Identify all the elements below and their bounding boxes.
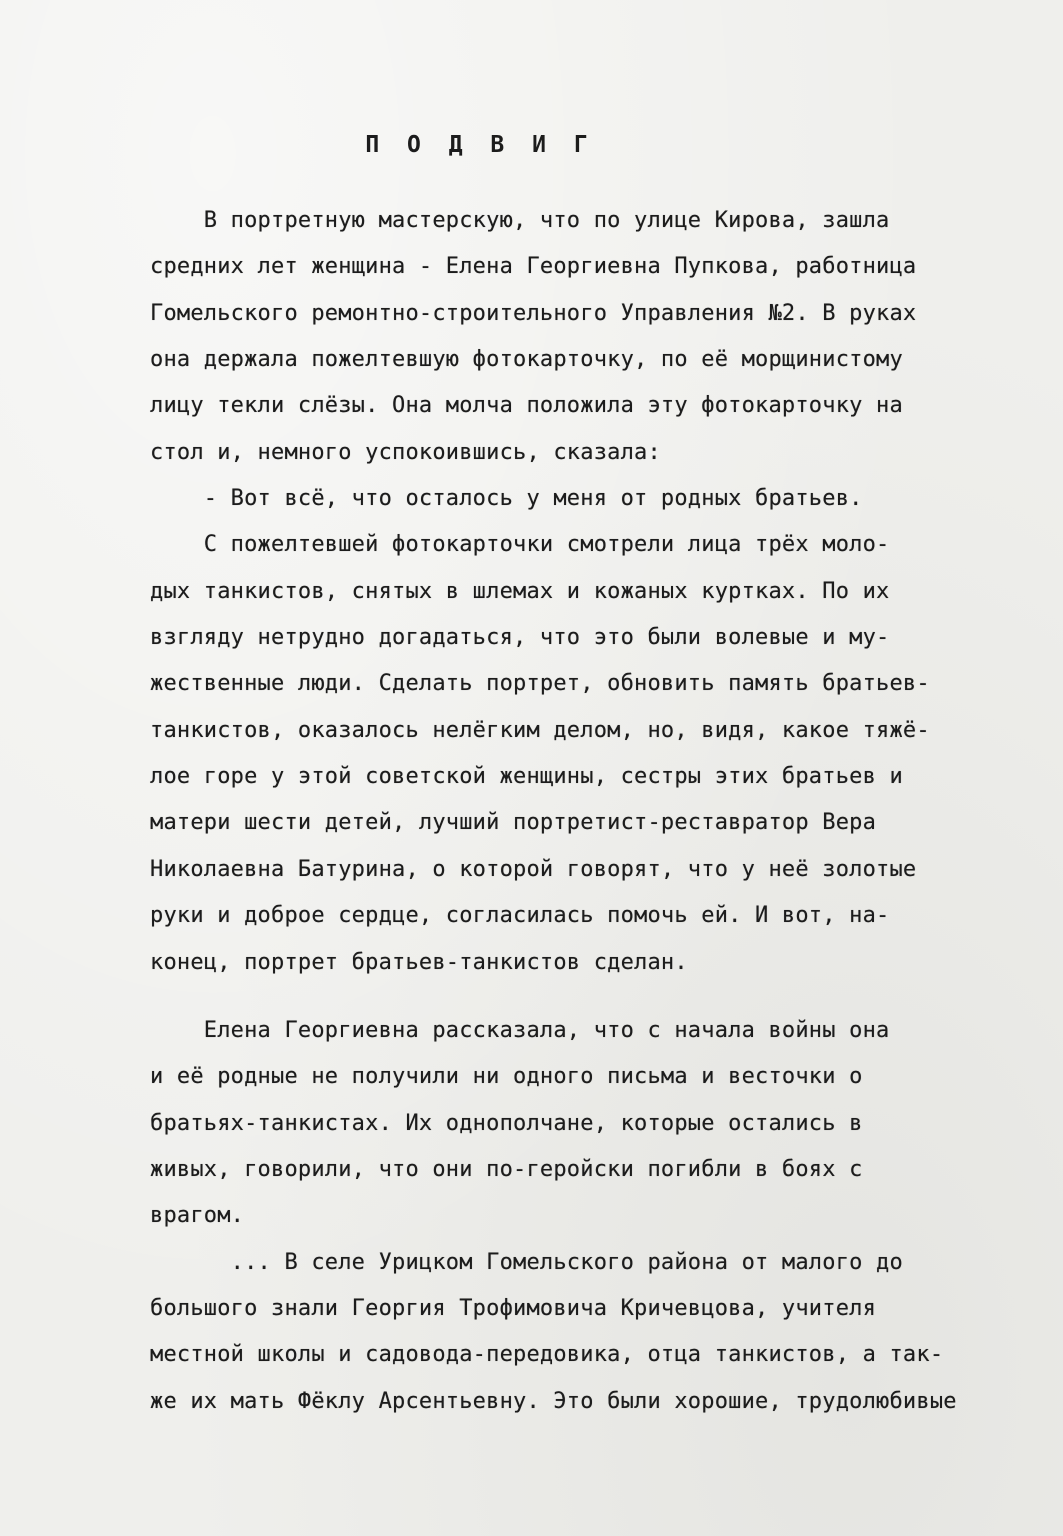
text-line: Гомельского ремонтно-строительного Управления №2. В руках <box>150 300 917 326</box>
text-line: врагом. <box>150 1203 245 1229</box>
text-line: конец, портрет братьев-танкистов сделан. <box>150 949 688 975</box>
text-line: - Вот всё, что осталось у меня от родных братьев. <box>150 486 863 512</box>
text-line: Елена Георгиевна рассказала, что с начала войны она <box>150 1017 890 1043</box>
text-line: большого знали Георгия Трофимовича Кричевцова, учителя <box>150 1295 877 1321</box>
text-line: она держала пожелтевшую фотокарточку, по её морщинистому <box>150 347 903 373</box>
text-line: братьях-танкистах. Их однополчане, которые остались в <box>150 1110 863 1136</box>
document-body <box>150 198 1030 1425</box>
text-line: ... В селе Урицком Гомельского района от малого до <box>150 1249 903 1275</box>
document-title: П О Д В И Г <box>365 132 595 158</box>
text-line: и её родные не получили ни одного письма и весточки о <box>150 1064 863 1090</box>
text-line: Николаевна Батурина, о которой говорят, что у неё золотые <box>150 856 917 882</box>
text-line: стол и, немного успокоившись, сказала: <box>150 439 661 465</box>
text-line: танкистов, оказалось нелёгким делом, но, видя, какое тяжё- <box>150 717 930 743</box>
text-line: лицу текли слёзы. Она молча положила эту фотокарточку на <box>150 393 903 419</box>
text-line: местной школы и садовода-передовика, отца танкистов, а так- <box>150 1342 944 1368</box>
text-line: руки и доброе сердце, согласилась помочь ей. И вот, на- <box>150 903 890 929</box>
text-line: же их мать Фёклу Арсентьевну. Это были хорошие, трудолюбивые <box>150 1388 957 1414</box>
text-line: жественные люди. Сделать портрет, обновить память братьев- <box>150 671 930 697</box>
text-line: взгляду нетрудно догадаться, что это были волевые и му- <box>150 625 890 651</box>
text-line: С пожелтевшей фотокарточки смотрели лица трёх моло- <box>150 532 890 558</box>
text-line: дых танкистов, снятых в шлемах и кожаных куртках. По их <box>150 578 890 604</box>
text-line: матери шести детей, лучший портретист-реставратор Вера <box>150 810 877 836</box>
text-line: средних лет женщина - Елена Георгиевна Пупкова, работница <box>150 254 917 280</box>
text-line: живых, говорили, что они по-геройски погибли в боях с <box>150 1156 863 1182</box>
paragraph-gap <box>150 986 1030 1008</box>
text-line: В портретную мастерскую, что по улице Кирова, зашла <box>150 208 890 233</box>
text-line: лое горе у этой советской женщины, сестры этих братьев и <box>150 764 903 790</box>
